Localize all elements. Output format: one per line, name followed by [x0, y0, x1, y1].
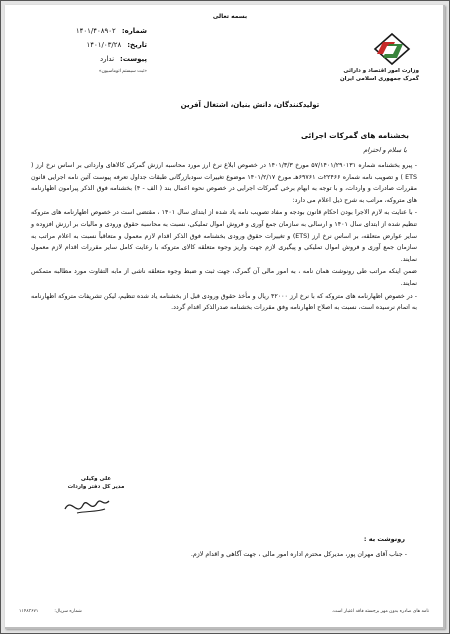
- copy-to-heading: رونوشت به :: [363, 535, 405, 543]
- body-paragraph: - با عنایت به لازم الاجرا بودن احکام قانون بودجه و مفاد تصویب نامه یاد شده از ابتدای سال ۱۴۰۱ ، مقتضی است در خصوص اظهارنامه های متروکه تنظیم شده از ابتدای سال ۱۴۰۱ و ارسالی به سازمان جمع آوری و فروش اموال تملیکی، نسبت به محاسبه حقوق ورودی و مالیات بر ارزش افزوده و سایر عوارض متعلقه، بر اساس نرخ ارز (ETS) و تغییرات حقوق ورودی بخشنامه فوق الذکر اقدام لازم معمول و متعاقباً نسبت به اعلام مراتب به سازمان جمع آوری و فروش اموال تملیکی و پیگیری لازم جهت واریز وجوه متعلقه کالای متروکه با رعایت کامل سایر مقررات اقدام لازم معمول نمایند.: [31, 209, 418, 263]
- letter-page: [5, 5, 445, 629]
- ministry-name: وزارت امور اقتصاد و دارائی: [343, 68, 419, 74]
- header-footnote: «ثبت سیستم اتوماسیون»: [98, 69, 147, 74]
- signatory-name: علی وکیلی: [80, 476, 112, 482]
- organization-block: [309, 67, 419, 83]
- serial-label: شماره سریال:: [54, 609, 82, 614]
- handwritten-signature-icon: [57, 487, 127, 521]
- number-value: ۱۴۰۱/۴۰۸۹۰۲: [75, 27, 116, 35]
- date-value: ۱۴۰۱/۰۳/۲۸: [86, 41, 122, 49]
- body-paragraph: ضمن اینکه مراتب طی رونوشت همان نامه ، به امور مالی آن گمرک، جهت ثبت و ضبط وجوه متعلقه ناشی از مابه التفاوت مورد مطالبه متمکس نمایند.: [31, 268, 417, 287]
- attachment-value: ندارد: [99, 55, 115, 63]
- customs-name: گمرک جمهوری اسلامی ایران: [339, 76, 419, 82]
- invocation-heading: بسمه تعالی: [212, 13, 248, 20]
- attachment-label: پیوست:: [120, 55, 147, 63]
- customs-logo-icon: [371, 32, 413, 66]
- body-paragraph: - در خصوص اظهارنامه های متروکه که با نرخ ارز ۴۲۰۰۰ ریال و مأخذ حقوق ورودی قبل از بخشنامه یاد شده تنظیم، لیکن تشریفات متروکة اظهارنامه به اتمام نرسیده است، نسبت به اصلاح اظهارنامه وفق مقررات بخشنامه صدرالذکر اقدام گردد.: [31, 292, 417, 312]
- date-row: [27, 41, 147, 49]
- copy-to-line: - جناب آقای مهران پور، مدیرکل محترم اداره امور مالی ، جهت آگاهی و اقدام لازم.: [190, 551, 407, 558]
- signatory-title: مدیر کل دفتر واردات: [67, 484, 125, 490]
- number-row: [27, 27, 147, 35]
- page-footer: [19, 609, 429, 614]
- serial-block: [19, 609, 82, 614]
- body-paragraph: - پیرو بخشنامه شماره ۵۷/۱۴۰۱/۲۹۰۱۳۱ مورخ ۱۴۰۱/۳/۳ در خصوص ابلاغ نرخ ارز مورد محاسبه ارزش گمرکی کالاهای وارداتی بر اساس نرخ ارز ( ETS ) و تصویب نامه شماره ۲۲۴۶۶ت ۶۹۷۶۱هـ مورخ ۱۴۰۱/۲/۱۷ موضوع تغییرات سودبازرگانی طبقات جداول تعرفه پیوست آئین نامه اجرایی قانون مقررات صادرات و واردات، و با توجه به ابهام برخی گمرکات اجرایی در خصوص نحوه اعمال بند ( الف - ۴) بخشنامه فوق الذکر پیرامون اظهارنامه های متروکه، مراتب به شرح ذیل اعلام می دارد:: [31, 162, 418, 204]
- letter-metadata: [27, 27, 147, 74]
- number-label: شماره:: [121, 27, 147, 35]
- footer-disclaimer: نامه های صادره بدون مهر برجسته فاقد اعتبار است.: [331, 609, 429, 614]
- recipient-line: تولیدکنندگان، دانش بنیان، اشتغال آفرین: [180, 101, 320, 109]
- letter-body: [31, 160, 417, 315]
- salutation: با سلام و احترام: [363, 146, 407, 154]
- subject-line: بخشنامه های گمرکات اجرائی: [300, 131, 409, 140]
- serial-value: ۱۱۴۸۳۶۷۱: [19, 609, 39, 614]
- date-label: تاریخ:: [127, 41, 147, 49]
- attachment-row: [27, 55, 147, 63]
